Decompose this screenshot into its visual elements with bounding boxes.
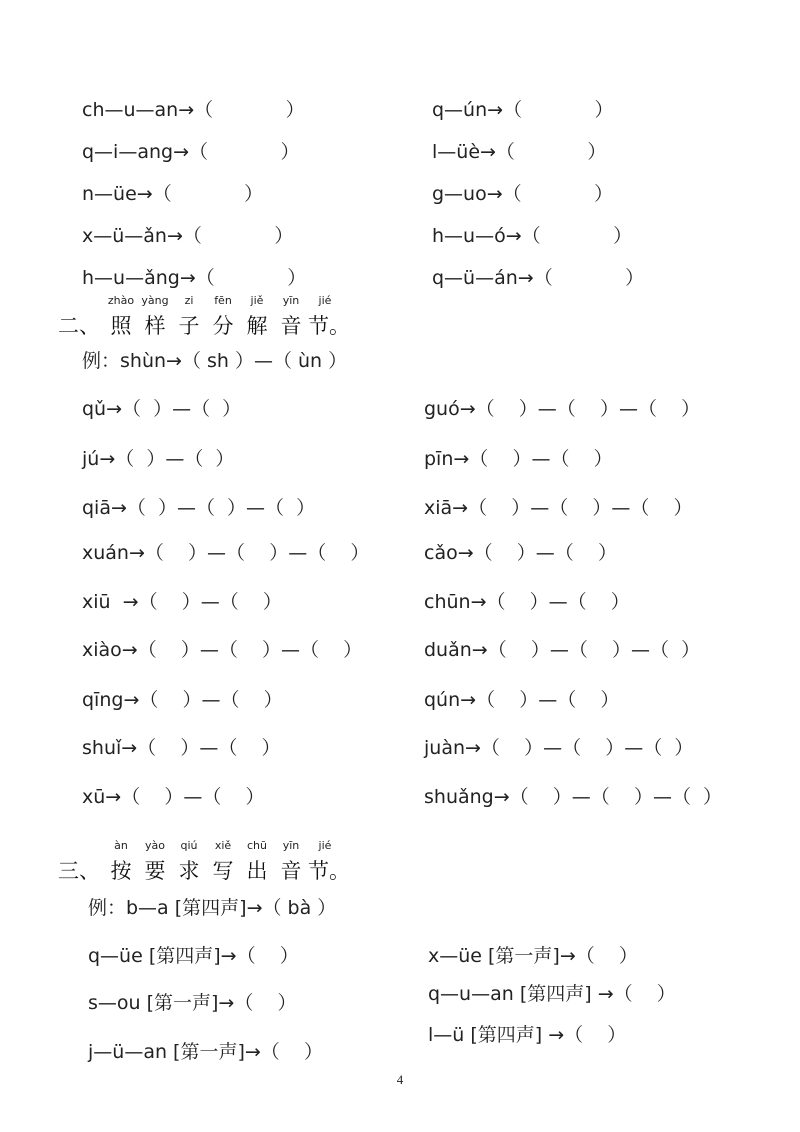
section2-label: 二、 <box>58 314 100 338</box>
exercise-line: qīng→（ ）—（ ） <box>82 689 283 711</box>
exercise-line: cǎo→（ ）—（ ） <box>424 542 617 564</box>
exercise-line: q—i—ang→（ ） <box>82 141 300 163</box>
exercise-line: xiào→（ ）—（ ）—（ ） <box>82 639 363 661</box>
exercise-line: xuán→（ ）—（ ）—（ ） <box>82 542 370 564</box>
exercise-line: pīn→（ ）—（ ） <box>424 448 613 470</box>
heading-pinyin: yàng <box>141 294 169 307</box>
exercise-line: q—üe [第四声]→（ ） <box>88 945 299 967</box>
heading-pinyin: fēn <box>214 294 232 307</box>
heading-char: xiě 写 <box>206 859 240 883</box>
exercise-line: duǎn→（ ）—（ ）—（ ） <box>424 639 701 661</box>
exercise-line: g—uo→（ ） <box>432 183 614 205</box>
exercise-line: h—u—ó→（ ） <box>432 225 633 247</box>
heading-char: zi 子 <box>172 314 206 338</box>
heading-char: qiú 求 <box>172 859 206 883</box>
heading-char: chū 出 <box>240 859 274 883</box>
exercise-line: qǔ→（ ）—（ ） <box>82 398 242 420</box>
exercise-line: guó→（ ）—（ ）—（ ） <box>424 398 701 420</box>
exercise-line: q—ü—án→（ ） <box>432 267 645 289</box>
exercise-line: qún→（ ）—（ ） <box>424 689 620 711</box>
section2-heading <box>58 294 350 338</box>
heading-pinyin: yīn <box>282 294 300 307</box>
heading-pinyin: zhào <box>107 294 135 307</box>
exercise-line: shuǎng→（ ）—（ ）—（ ） <box>424 786 723 808</box>
exercise-line: q—u—an [第四声] →（ ） <box>428 983 676 1005</box>
exercise-line: xiā→（ ）—（ ）—（ ） <box>424 497 693 519</box>
exercise-line: j—ü—an [第一声]→（ ） <box>88 1041 323 1063</box>
heading-char: jié 节。 <box>308 839 350 883</box>
exercise-line: h—u—ǎng→（ ） <box>82 267 307 289</box>
heading-pinyin: qiú <box>180 839 198 852</box>
heading-pinyin: chū <box>247 839 267 852</box>
heading-pinyin: xiě <box>214 839 232 852</box>
heading-char: yīn 音 <box>274 314 308 338</box>
exercise-line: xū→（ ）—（ ） <box>82 786 265 808</box>
section3-example: 例：b—a [第四声]→（ bà ） <box>88 897 337 919</box>
section2-example: 例：shùn→（ sh ）—（ ùn ） <box>82 350 348 372</box>
exercise-line: ch—u—an→（ ） <box>82 99 305 121</box>
exercise-line: l—üè→（ ） <box>432 141 607 163</box>
exercise-line: s—ou [第一声]→（ ） <box>88 992 297 1014</box>
page-number: 4 <box>396 1072 404 1087</box>
heading-pinyin: àn <box>114 839 128 852</box>
heading-char: àn 按 <box>104 859 138 883</box>
exercise-line: juàn→（ ）—（ ）—（ ） <box>424 737 694 759</box>
heading-pinyin: jié <box>318 839 332 852</box>
exercise-line: x—üe [第一声]→（ ） <box>428 945 638 967</box>
section3-label: 三、 <box>58 859 100 883</box>
heading-pinyin: yīn <box>282 839 300 852</box>
heading-char: jié 节。 <box>308 294 350 338</box>
exercise-line: n—üe→（ ） <box>82 183 264 205</box>
heading-pinyin: zi <box>184 294 194 307</box>
exercise-line: l—ü [第四声] →（ ） <box>428 1024 627 1046</box>
heading-char: yàng 样 <box>138 314 172 338</box>
heading-pinyin: jiě <box>250 294 264 307</box>
heading-pinyin: jié <box>318 294 332 307</box>
exercise-line: xiū →（ ）—（ ） <box>82 591 282 613</box>
exercise-line: q—ún→（ ） <box>432 99 614 121</box>
exercise-line: x—ü—ǎn→（ ） <box>82 225 294 247</box>
exercise-line: chūn→（ ）—（ ） <box>424 591 630 613</box>
heading-char: zhào 照 <box>104 314 138 338</box>
section3-heading <box>58 839 350 883</box>
exercise-line: qiā→（ ）—（ ）—（ ） <box>82 497 316 519</box>
heading-char: yīn 音 <box>274 859 308 883</box>
heading-char: jiě 解 <box>240 314 274 338</box>
heading-char: fēn 分 <box>206 314 240 338</box>
exercise-line: jú→（ ）—（ ） <box>82 448 235 470</box>
exercise-line: shuǐ→（ ）—（ ） <box>82 737 281 759</box>
heading-char: yào 要 <box>138 859 172 883</box>
heading-pinyin: yào <box>145 839 165 852</box>
